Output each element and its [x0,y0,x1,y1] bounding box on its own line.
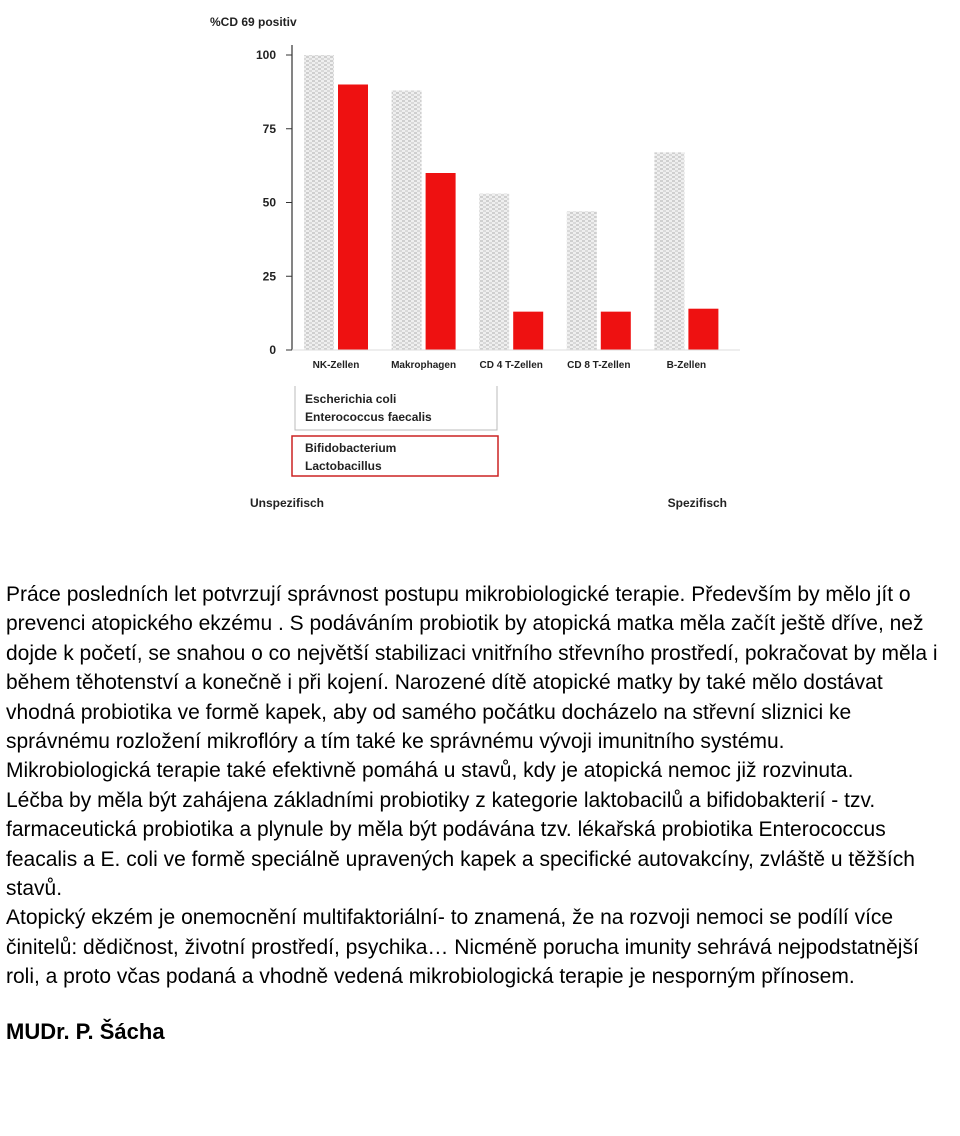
y-axis-title: %CD 69 positiv [210,15,297,29]
legend-label: Escherichia coli [305,392,397,406]
legend-label: Bifidobacterium [305,441,397,455]
paragraph: Práce posledních let potvrzují správnost postupu mikrobiologické terapie. Především by mělo jít o prevenci atopického ekzému . S podáváním probiotik by atopická matka měla začít ještě dříve, než dojde k početí, se snahou o co největší stabilizaci vnitřního střevního prostředí, pokračovat by měla i během těhotenství a konečně i při kojení. Narozené dítě atopické matky by také mělo dostávat vhodná probiotika ve formě kapek, aby od samého počátku docházelo na střevní sliznici ke správnému rozložení mikroflóry a tím také ke správnému vývoji imunitního systému. [6,583,938,754]
bar [479,194,509,350]
bar [338,85,368,351]
bar [304,55,334,350]
bar [601,312,631,350]
bar [688,309,718,350]
category-label: CD 8 T-Zellen [567,360,631,371]
paragraph: Atopický ekzém je onemocnění multifaktoriální- to znamená, že na rozvoji nemoci se podílí více činitelů: dědičnost, životní prostředí, psychika… Nicméně porucha imunity sehrává nejpodstatnější roli, a proto včas podaná a vhodně vedená mikrobiologická terapie je nesporným přínosem. [6,906,919,989]
paragraph: Mikrobiologická terapie také efektivně pomáhá u stavů, kdy je atopická nemoc již rozvinuta. [6,759,854,783]
bar [654,152,684,350]
paragraph: Léčba by měla být zahájena základními probiotiky z kategorie laktobacilů a bifidobakterií - tzv. farmaceutická probiotika a plynule by měla být podávána tzv. lékařská probiotika Enterococcus feacalis a E. coli ve formě speciálně upravených kapek a specifické autovakcíny, zvláště u těžších stavů. [6,788,915,901]
category-label: B-Zellen [666,360,707,371]
y-tick-label: 100 [255,48,276,62]
chart-figure [0,0,960,560]
category-label: NK-Zellen [312,360,360,371]
bar-chart [0,0,960,560]
category-label: CD 4 T-Zellen [479,360,543,371]
bar [513,312,543,350]
footer-left-label: Unspezifisch [250,496,325,510]
article-body [6,580,956,1045]
bar [426,173,456,350]
footer-right-label: Spezifisch [667,496,727,510]
y-tick-label: 75 [262,121,276,136]
legend-label: Enterococcus faecalis [305,410,432,424]
y-tick-label: 0 [269,343,276,357]
author-signature: MUDr. P. Šácha [6,1018,165,1044]
bar [567,211,597,350]
y-tick-label: 25 [262,269,276,284]
legend-label: Lactobacillus [305,459,382,473]
bar [392,90,422,350]
y-tick-label: 50 [262,195,276,210]
category-label: Makrophagen [391,360,457,371]
